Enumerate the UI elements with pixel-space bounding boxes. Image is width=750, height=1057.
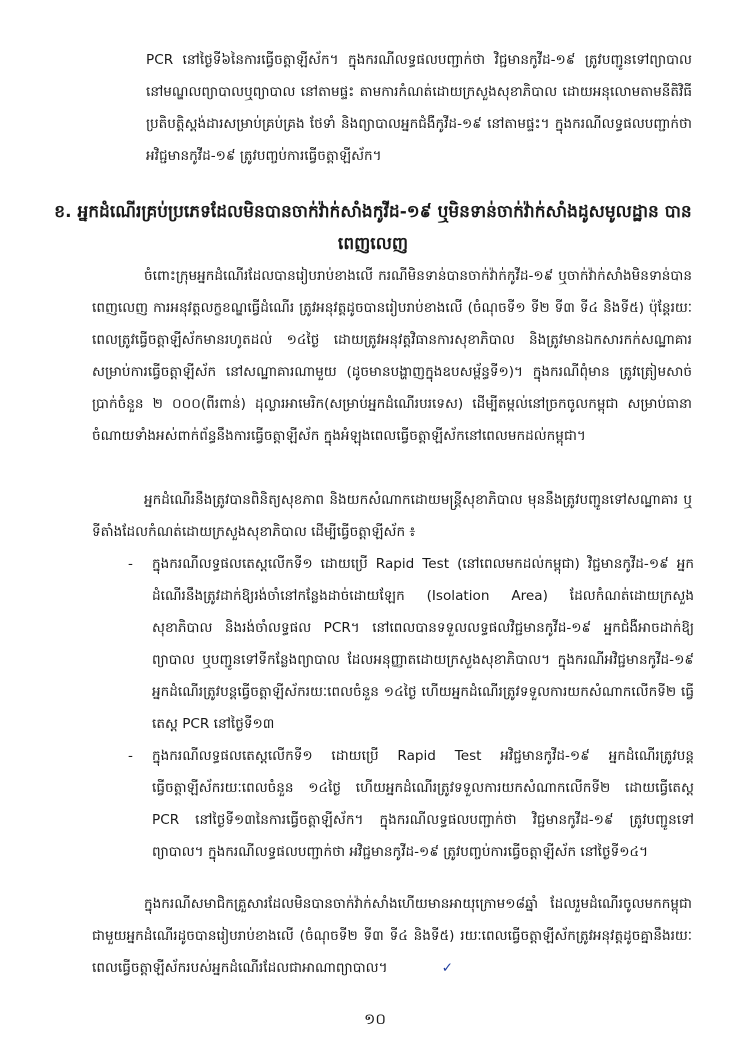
handwritten-checkmark: ✓ bbox=[441, 960, 453, 976]
bullet-dash: - bbox=[128, 748, 133, 764]
bullet-list bbox=[128, 548, 694, 868]
paragraph-3-block bbox=[92, 888, 692, 984]
paragraph-3-wrapper bbox=[92, 888, 692, 984]
list-item bbox=[128, 548, 694, 740]
paragraph-2: អ្នកដំណើរនឹងត្រូវបានពិនិត្យសុខភាព និងយកសំណាកដោយមន្ត្រីសុខាភិបាល មុននឹងត្រូវបញ្ជូនទៅសណ្ឋាគារ ឬទីតាំងដែលកំណត់ដោយក្រសួងសុខាភិបាល ដើម្បីធ្វើចត្តាឡីស័ក ៖ bbox=[92, 492, 692, 540]
paragraph-top-block bbox=[92, 44, 692, 172]
paragraph-1-block bbox=[92, 260, 692, 452]
section-heading: ខ. អ្នកដំណើរគ្រប់ប្រភេទដែលមិនបានចាក់វ៉ាក់សាំងកូវីដ-១៩ ឬមិនទាន់ចាក់វ៉ាក់សាំងដូសមូលដ្ឋាន បានពេញលេញ bbox=[54, 202, 692, 254]
paragraph-2-block bbox=[92, 484, 692, 548]
paragraph-1: ចំពោះក្រុមអ្នកដំណើរដែលបានរៀបរាប់ខាងលើ ករណីមិនទាន់បានចាក់វ៉ាក់កូវីដ-១៩ ឬចាក់វ៉ាក់សាំងមិនទាន់បានពេញលេញ ការអនុវត្តលក្ខខណ្ឌធ្វើដំណើរ ត្រូវអនុវត្តដូចបានរៀបរាប់ខាងលើ (ចំណុចទី១ ទី២ ទី៣ ទី៤ និងទី៥) ប៉ុន្តែរយៈពេលត្រូវធ្វើចត្តាឡីស័កមានរហូតដល់ ១៤ថ្ងៃ ដោយត្រូវអនុវត្តវិធានការសុខាភិបាល និងត្រូវមានឯកសារកក់សណ្ឋាគារសម្រាប់ការធ្វើចត្តាឡីស័ក នៅសណ្ឋាគារណាមួយ (ដូចមានបង្ហាញក្នុងឧបសម្ព័ន្ធទី១)។ ក្នុងករណីពុំមាន ត្រូវត្រៀមសាច់ប្រាក់ចំនួន ២ ០០០(ពីរពាន់) ដុល្លារអាមេរិក(សម្រាប់អ្នកដំណើរបរទេស) ដើម្បីតម្កល់នៅច្រកចូលកម្ពុជា សម្រាប់ធានាចំណាយទាំងអស់ពាក់ព័ន្ធនឹងការធ្វើចត្តាឡីស័ក ក្នុងអំឡុងពេលធ្វើចត្តាឡីស័កនៅពេលមកដល់កម្ពុជា។ bbox=[92, 268, 692, 444]
paragraph-3: ក្នុងករណីសមាជិកគ្រួសារដែលមិនបានចាក់វ៉ាក់សាំងហើយមានអាយុក្រោម១៨ឆ្នាំ ដែលរួមដំណើរចូលមកកម្ពុជាជាមួយអ្នកដំណើរដូចបានរៀបរាប់ខាងលើ (ចំណុចទី២ ទី៣ ទី៤ និងទី៥) រយៈពេលធ្វើចត្តាឡីស័កត្រូវអនុវត្តដូចគ្នានឹងរយៈពេលធ្វើចត្តាឡីស័ករបស់អ្នកដំណើរដែលជាអាណាព្យាបាល។ bbox=[92, 896, 692, 976]
bullet-dash: - bbox=[128, 556, 133, 572]
bullet-text-1: ក្នុងករណីលទ្ធផលតេស្តលើកទី១ ដោយប្រើ Rapid Test (នៅពេលមកដល់កម្ពុជា) វិជ្ជមានកូវីដ-១៩ អ្នកដំណើរនឹងត្រូវដាក់ឱ្យរង់ចាំនៅកន្លែងដាច់ដោយឡែក (Isolation Area) ដែលកំណត់ដោយក្រសួងសុខាភិបាល និងរង់ចាំលទ្ធផល PCR។ នៅពេលបានទទួលលទ្ធផលវិជ្ជមានកូវីដ-១៩ អ្នកជំងឺអាចដាក់ឱ្យព្យាបាល ឬបញ្ជូនទៅទីកន្លែងព្យាបាល ដែលអនុញ្ញាតដោយក្រសួងសុខាភិបាល។ ក្នុងករណីអវិជ្ជមានកូវីដ-១៩ អ្នកដំណើរត្រូវបន្តធ្វើចត្តាឡីស័ករយៈពេលចំនួន ១៤ថ្ងៃ ហើយអ្នកដំណើរត្រូវទទួលការយកសំណាកលើកទី២ ធ្វើតេស្ត PCR នៅថ្ងៃទី១៣ bbox=[152, 556, 694, 732]
list-item bbox=[128, 740, 694, 868]
paragraph-top: PCR នៅថ្ងៃទី៦នៃការធ្វើចត្តាឡីស័ក។ ក្នុងករណីលទ្ធផលបញ្ជាក់ថា វិជ្ជមានកូវីដ-១៩ ត្រូវបញ្ជូនទៅព្យាបាល នៅមណ្ឌលព្យាបាលឬព្យាបាល នៅតាមផ្ទះ តាមការកំណត់ដោយក្រសួងសុខាភិបាល ដោយអនុលោមតាមនីតិវិធីប្រតិបត្តិស្តង់ដារសម្រាប់គ្រប់គ្រង ថែទាំ និងព្យាបាលអ្នកជំងឺកូវីដ-១៩ នៅតាមផ្ទះ។ ក្នុងករណីលទ្ធផលបញ្ជាក់ថា អវិជ្ជមានកូវីដ-១៩ ត្រូវបញ្ចប់ការធ្វើចត្តាឡីស័ក។ bbox=[146, 52, 692, 164]
page-number: ១០ bbox=[364, 1010, 386, 1028]
bullet-text-2: ក្នុងករណីលទ្ធផលតេស្តលើកទី១ ដោយប្រើ Rapid Test អវិជ្ជមានកូវីដ-១៩ អ្នកដំណើរត្រូវបន្តធ្វើចត្តាឡីស័ករយៈពេលចំនួន ១៤ថ្ងៃ ហើយអ្នកដំណើរត្រូវទទួលការយកសំណាកលើកទី២ ដោយធ្វើតេស្ត PCR នៅថ្ងៃទី១៣នៃការធ្វើចត្តាឡីស័ក។ ក្នុងករណីលទ្ធផលបញ្ជាក់ថា វិជ្ជមានកូវីដ-១៩ ត្រូវបញ្ជូនទៅព្យាបាល។ ក្នុងករណីលទ្ធផលបញ្ជាក់ថា អវិជ្ជមានកូវីដ-១៩ ត្រូវបញ្ចប់ការធ្វើចត្តាឡីស័ក នៅថ្ងៃទី១៤។ bbox=[152, 748, 694, 860]
